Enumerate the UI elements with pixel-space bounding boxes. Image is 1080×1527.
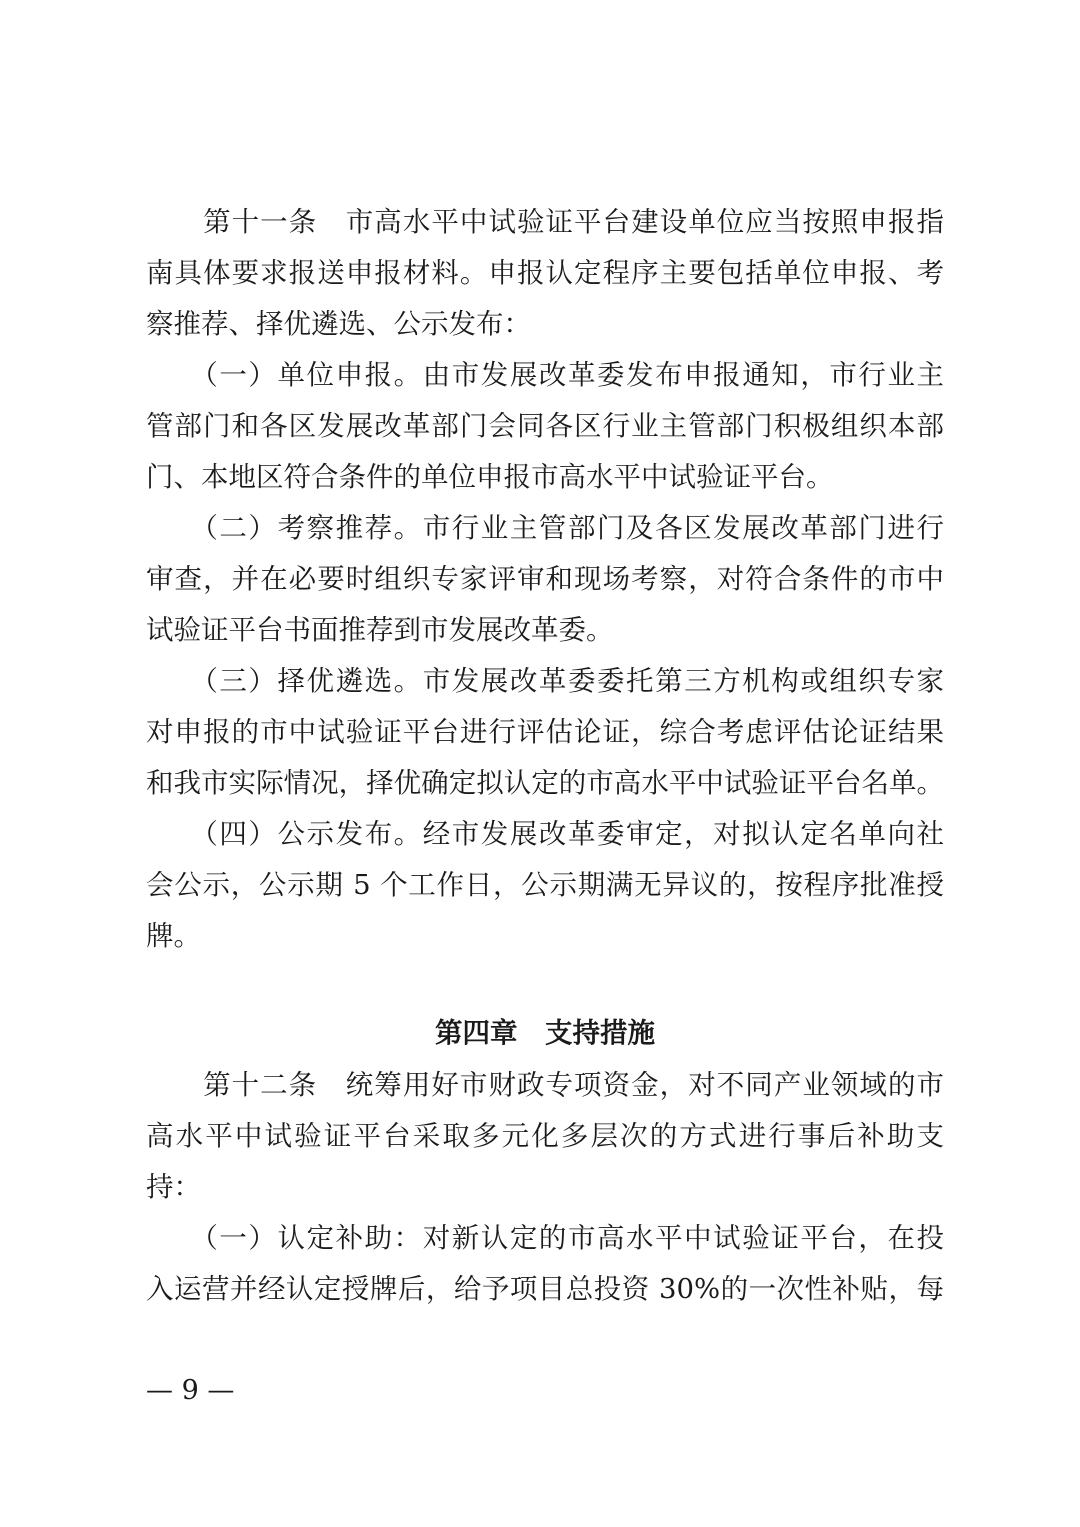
item-4-line-1: （四）公示发布。经市发展改革委审定，对拟认定名单向社	[146, 818, 944, 850]
item-3-line-2: 对申报的市中试验证平台进行评估论证，综合考虑评估论证结果	[146, 716, 944, 748]
item-1-line-1: （一）单位申报。由市发展改革委发布申报通知，市行业主	[146, 359, 944, 391]
article-12-line-1: 第十二条 统筹用好市财政专项资金，对不同产业领域的市	[146, 1069, 944, 1101]
article-12-item-1-line-2: 入运营并经认定授牌后，给予项目总投资 30%的一次性补贴，每	[146, 1273, 944, 1305]
article-12-line-2: 高水平中试验证平台采取多元化多层次的方式进行事后补助支	[146, 1120, 944, 1152]
item-3-line-1: （三）择优遴选。市发展改革委委托第三方机构或组织专家	[146, 665, 944, 697]
item-1-line-2: 管部门和各区发展改革部门会同各区行业主管部门积极组织本部	[146, 410, 944, 442]
item-4-line-3: 牌。	[146, 920, 201, 952]
article-11-line-3: 察推荐、择优遴选、公示发布：	[146, 308, 531, 340]
item-4-line-2: 会公示，公示期 5 个工作日，公示期满无异议的，按程序批准授	[146, 869, 944, 901]
item-3-line-3: 和我市实际情况，择优确定拟认定的市高水平中试验证平台名单。	[146, 767, 944, 799]
article-11-line-1: 第十一条 市高水平中试验证平台建设单位应当按照申报指	[146, 206, 944, 238]
item-2-line-3: 试验证平台书面推荐到市发展改革委。	[146, 614, 614, 646]
article-12-line-3: 持：	[146, 1171, 201, 1203]
item-1-line-3: 门、本地区符合条件的单位申报市高水平中试验证平台。	[146, 461, 834, 493]
item-2-line-2: 审查，并在必要时组织专家评审和现场考察，对符合条件的市中	[146, 563, 944, 595]
article-12-item-1-line-1: （一）认定补助：对新认定的市高水平中试验证平台，在投	[146, 1222, 944, 1254]
item-2-line-1: （二）考察推荐。市行业主管部门及各区发展改革部门进行	[146, 512, 944, 544]
article-11-line-2: 南具体要求报送申报材料。申报认定程序主要包括单位申报、考	[146, 257, 944, 289]
page-number: — 9 —	[146, 1375, 235, 1406]
chapter-heading: 第四章 支持措施	[435, 1017, 655, 1049]
